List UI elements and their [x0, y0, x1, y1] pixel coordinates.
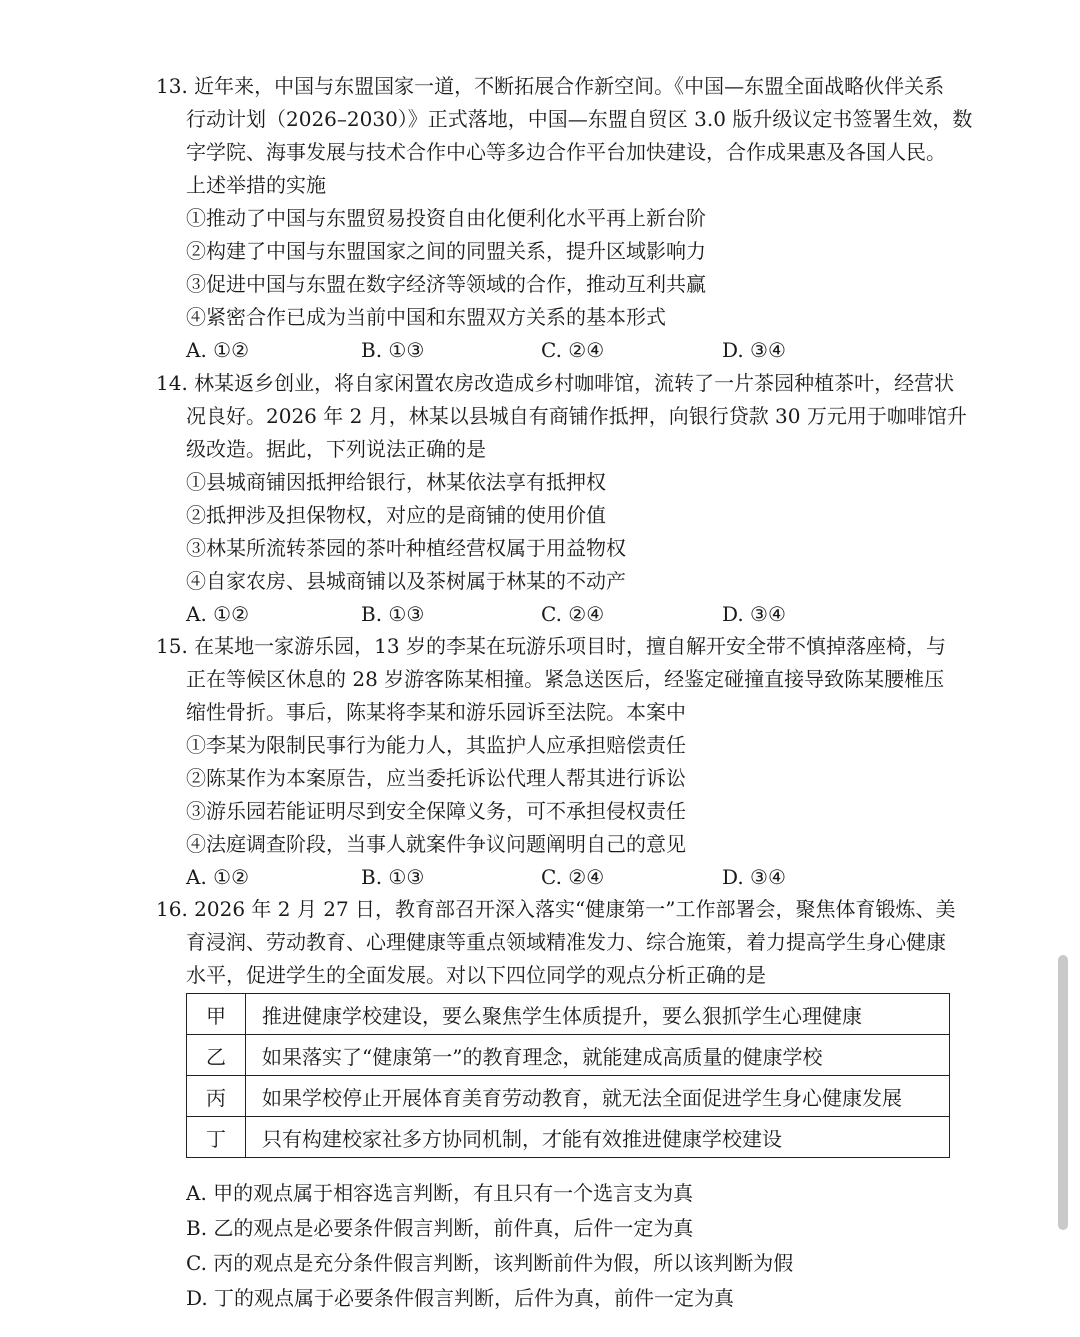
statement-option: ①县城商铺因抵押给银行，林某依法享有抵押权 [186, 470, 606, 494]
question-stem-line: 上述举措的实施 [186, 173, 326, 197]
table-row [187, 994, 950, 1035]
table-row [187, 1035, 950, 1076]
opinion-cell: 如果落实了“健康第一”的教育理念，就能建成高质量的健康学校 [246, 1035, 950, 1076]
question-stem-line: 级改造。据此，下列说法正确的是 [186, 437, 486, 461]
statement-option: ①推动了中国与东盟贸易投资自由化便利化水平再上新台阶 [186, 206, 706, 230]
question-stem-line: 水平，促进学生的全面发展。对以下四位同学的观点分析正确的是 [186, 963, 766, 987]
question-stem-line: 正在等候区休息的 28 岁游客陈某相撞。紧急送医后，经鉴定碰撞直接导致陈某腰椎压 [186, 667, 945, 691]
answer-choices [156, 334, 978, 367]
choice-b: B. ①③ [361, 602, 425, 626]
question-13 [156, 70, 978, 367]
student-name-cell: 丙 [187, 1076, 246, 1117]
statement-option: ②构建了中国与东盟国家之间的同盟关系，提升区域影响力 [186, 239, 706, 263]
statement-option: ④紧密合作已成为当前中国和东盟双方关系的基本形式 [186, 305, 666, 329]
table-row [187, 1117, 950, 1158]
answer-choices [156, 861, 978, 894]
answer-option-a: A. 甲的观点属于相容选言判断，有且只有一个选言支为真 [186, 1181, 694, 1205]
question-15 [156, 630, 978, 894]
choice-b: B. ①③ [361, 338, 425, 362]
question-stem-line: 缩性骨折。事后，陈某将李某和游乐园诉至法院。本案中 [186, 700, 686, 724]
question-stem-line: 育浸润、劳动教育、心理健康等重点领域精准发力、综合施策，着力提高学生身心健康 [186, 930, 946, 954]
student-name-cell: 甲 [187, 994, 246, 1035]
choice-c: C. ②④ [541, 602, 605, 626]
question-16 [156, 893, 978, 992]
statement-option: ③促进中国与东盟在数字经济等领域的合作，推动互利共赢 [186, 272, 706, 296]
answer-option-b: B. 乙的观点是必要条件假言判断，前件真，后件一定为真 [186, 1216, 694, 1240]
statement-option: ④法庭调查阶段，当事人就案件争议问题阐明自己的意见 [186, 832, 686, 856]
question-16-answers [186, 1176, 966, 1316]
choice-c: C. ②④ [541, 865, 605, 889]
question-stem-line: 字学院、海事发展与技术合作中心等多边合作平台加快建设，合作成果惠及各国人民。 [186, 140, 946, 164]
question-stem-line: 行动计划（2026–2030）》正式落地，中国—东盟自贸区 3.0 版升级议定书签署生效，数 [186, 107, 973, 131]
opinion-cell: 如果学校停止开展体育美育劳动教育，就无法全面促进学生身心健康发展 [246, 1076, 950, 1117]
choice-d: D. ③④ [722, 865, 786, 889]
choice-d: D. ③④ [722, 338, 786, 362]
vertical-scrollbar[interactable] [1058, 955, 1068, 1230]
opinion-cell: 只有构建校家社多方协同机制，才能有效推进健康学校建设 [246, 1117, 950, 1158]
statement-option: ④自家农房、县城商铺以及茶树属于林某的不动产 [186, 569, 626, 593]
student-name-cell: 乙 [187, 1035, 246, 1076]
statement-option: ②陈某作为本案原告，应当委托诉讼代理人帮其进行诉讼 [186, 766, 686, 790]
answer-option-c: C. 丙的观点是充分条件假言判断，该判断前件为假，所以该判断为假 [186, 1251, 794, 1275]
answer-option-d: D. 丁的观点属于必要条件假言判断，后件为真，前件一定为真 [186, 1286, 735, 1310]
opinions-table [186, 993, 950, 1158]
student-name-cell: 丁 [187, 1117, 246, 1158]
answer-choices [156, 598, 978, 631]
question-stem-line: 况良好。2026 年 2 月，林某以县城自有商铺作抵押，向银行贷款 30 万元用于咖啡馆升 [186, 404, 967, 428]
question-14 [156, 367, 978, 631]
statement-option: ③林某所流转茶园的茶叶种植经营权属于用益物权 [186, 536, 626, 560]
opinion-cell: 推进健康学校建设，要么聚焦学生体质提升，要么狠抓学生心理健康 [246, 994, 950, 1035]
question-stem-line: 16. 2026 年 2 月 27 日，教育部召开深入落实“健康第一”工作部署会，聚焦体育锻炼、美 [156, 897, 956, 921]
question-stem-line: 13. 近年来，中国与东盟国家一道，不断拓展合作新空间。《中国—东盟全面战略伙伴关系 [156, 74, 945, 98]
statement-option: ②抵押涉及担保物权，对应的是商铺的使用价值 [186, 503, 606, 527]
choice-a: A. ①② [186, 602, 250, 626]
statement-option: ①李某为限制民事行为能力人，其监护人应承担赔偿责任 [186, 733, 686, 757]
choice-d: D. ③④ [722, 602, 786, 626]
question-stem-line: 15. 在某地一家游乐园，13 岁的李某在玩游乐项目时，擅自解开安全带不慎掉落座椅，与 [156, 634, 946, 658]
statement-option: ③游乐园若能证明尽到安全保障义务，可不承担侵权责任 [186, 799, 686, 823]
choice-b: B. ①③ [361, 865, 425, 889]
table-row [187, 1076, 950, 1117]
choice-a: A. ①② [186, 338, 250, 362]
choice-a: A. ①② [186, 865, 250, 889]
question-stem-line: 14. 林某返乡创业，将自家闲置农房改造成乡村咖啡馆，流转了一片茶园种植茶叶，经营状 [156, 371, 955, 395]
choice-c: C. ②④ [541, 338, 605, 362]
